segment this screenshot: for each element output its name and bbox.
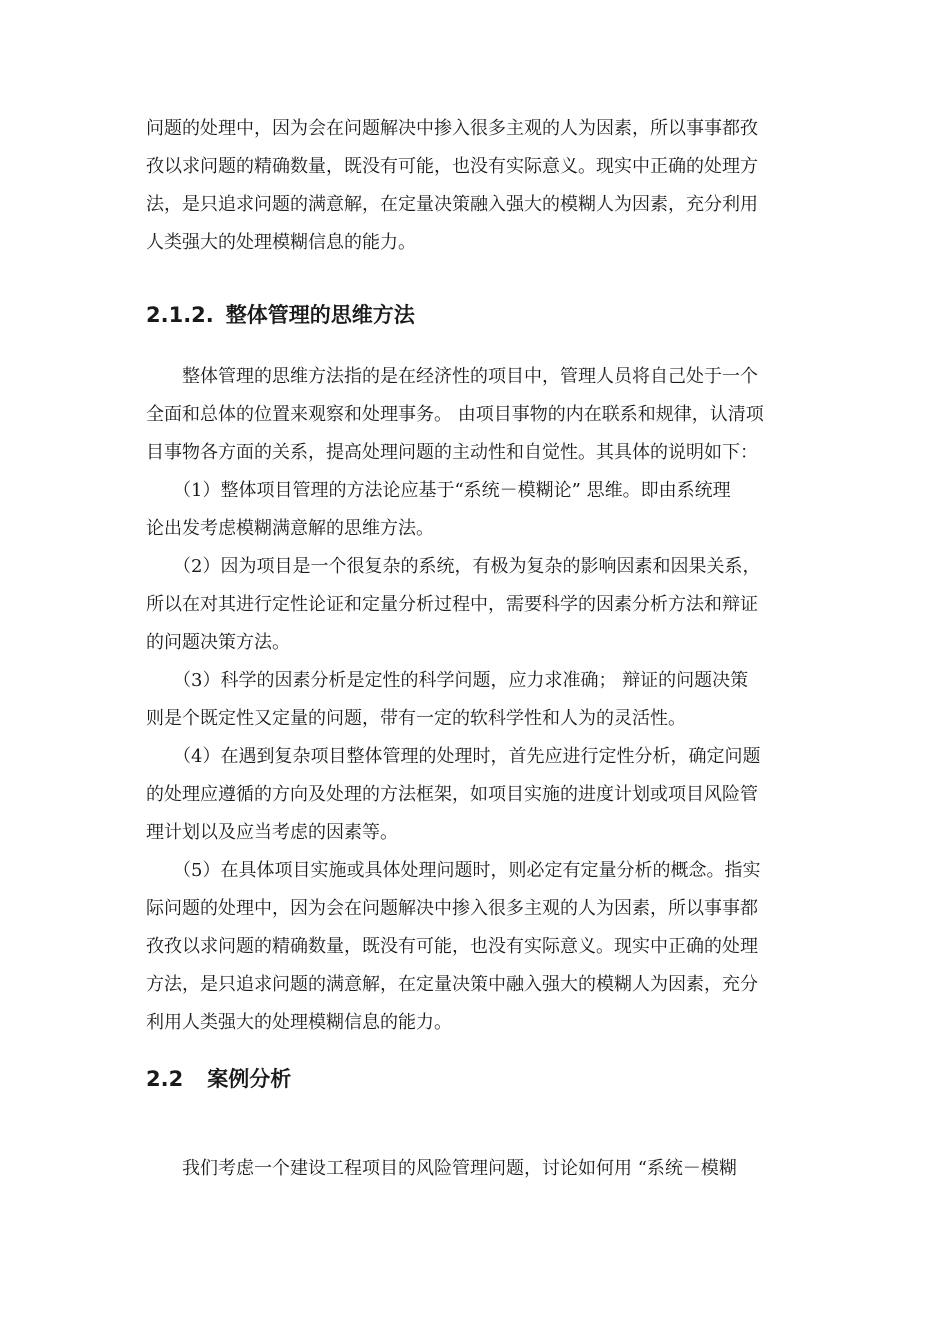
body-line-13: 理计划以及应当考虑的因素等。 bbox=[146, 822, 398, 843]
section-title: 案例分析 bbox=[207, 1067, 292, 1091]
body-line-14: （5）在具体项目实施或具体处理问题时，则必定有定量分析的概念。指实 bbox=[146, 860, 761, 881]
body-line-8: 的问题决策方法。 bbox=[146, 632, 290, 653]
intro-line-4: 人类强大的处理模糊信息的能力。 bbox=[146, 232, 416, 253]
body-line-11: （4）在遇到复杂项目整体管理的处理时，首先应进行定性分析，确定问题 bbox=[146, 746, 761, 767]
body-line-16: 孜孜以求问题的精确数量，既没有可能，也没有实际意义。现实中正确的处理 bbox=[146, 936, 758, 957]
body-line-9: （3）科学的因素分析是定性的科学问题，应力求准确； 辩证的问题决策 bbox=[146, 670, 749, 691]
intro-line-1: 问题的处理中，因为会在问题解决中掺入很多主观的人为因素，所以事事都孜 bbox=[146, 118, 758, 139]
body-line-5: 论出发考虑模糊满意解的思维方法。 bbox=[146, 518, 434, 539]
body-line-2: 全面和总体的位置来观察和处理事务。 由项目事物的内在联系和规律，认清项 bbox=[146, 404, 764, 425]
section-heading-2-1-2 bbox=[146, 300, 806, 330]
section-title: 整体管理的思维方法 bbox=[225, 303, 415, 327]
body-line-18: 利用人类强大的处理模糊信息的能力。 bbox=[146, 1012, 452, 1033]
body-line-1: 整体管理的思维方法指的是在经济性的项目中，管理人员将自己处于一个 bbox=[146, 366, 758, 387]
body-line-12: 的处理应遵循的方向及处理的方法框架，如项目实施的进度计划或项目风险管 bbox=[146, 784, 758, 805]
section-heading-2-2 bbox=[146, 1064, 806, 1094]
body-line-3: 目事物各方面的关系，提高处理问题的主动性和自觉性。其具体的说明如下： bbox=[146, 442, 758, 463]
intro-line-2: 孜以求问题的精确数量，既没有可能，也没有实际意义。现实中正确的处理方 bbox=[146, 156, 758, 177]
intro-line-3: 法，是只追求问题的满意解，在定量决策融入强大的模糊人为因素，充分利用 bbox=[146, 194, 758, 215]
body-line-10: 则是个既定性又定量的问题，带有一定的软科学性和人为的灵活性。 bbox=[146, 708, 686, 729]
body-line-7: 所以在对其进行定性论证和定量分析过程中，需要科学的因素分析方法和辩证 bbox=[146, 594, 758, 615]
section-number: 2.2 bbox=[146, 1067, 184, 1091]
section-number: 2.1.2. bbox=[146, 303, 214, 327]
case-line-1: 我们考虑一个建设工程项目的风险管理问题，讨论如何用 “系统－模糊 bbox=[146, 1158, 737, 1179]
body-line-15: 际问题的处理中，因为会在问题解决中掺入很多主观的人为因素，所以事事都 bbox=[146, 898, 758, 919]
body-line-6: （2）因为项目是一个很复杂的系统，有极为复杂的影响因素和因果关系， bbox=[146, 556, 761, 577]
body-line-17: 方法，是只追求问题的满意解，在定量决策中融入强大的模糊人为因素，充分 bbox=[146, 974, 758, 995]
body-line-4: （1）整体项目管理的方法论应基于“系统－模糊论” 思维。即由系统理 bbox=[146, 480, 731, 501]
